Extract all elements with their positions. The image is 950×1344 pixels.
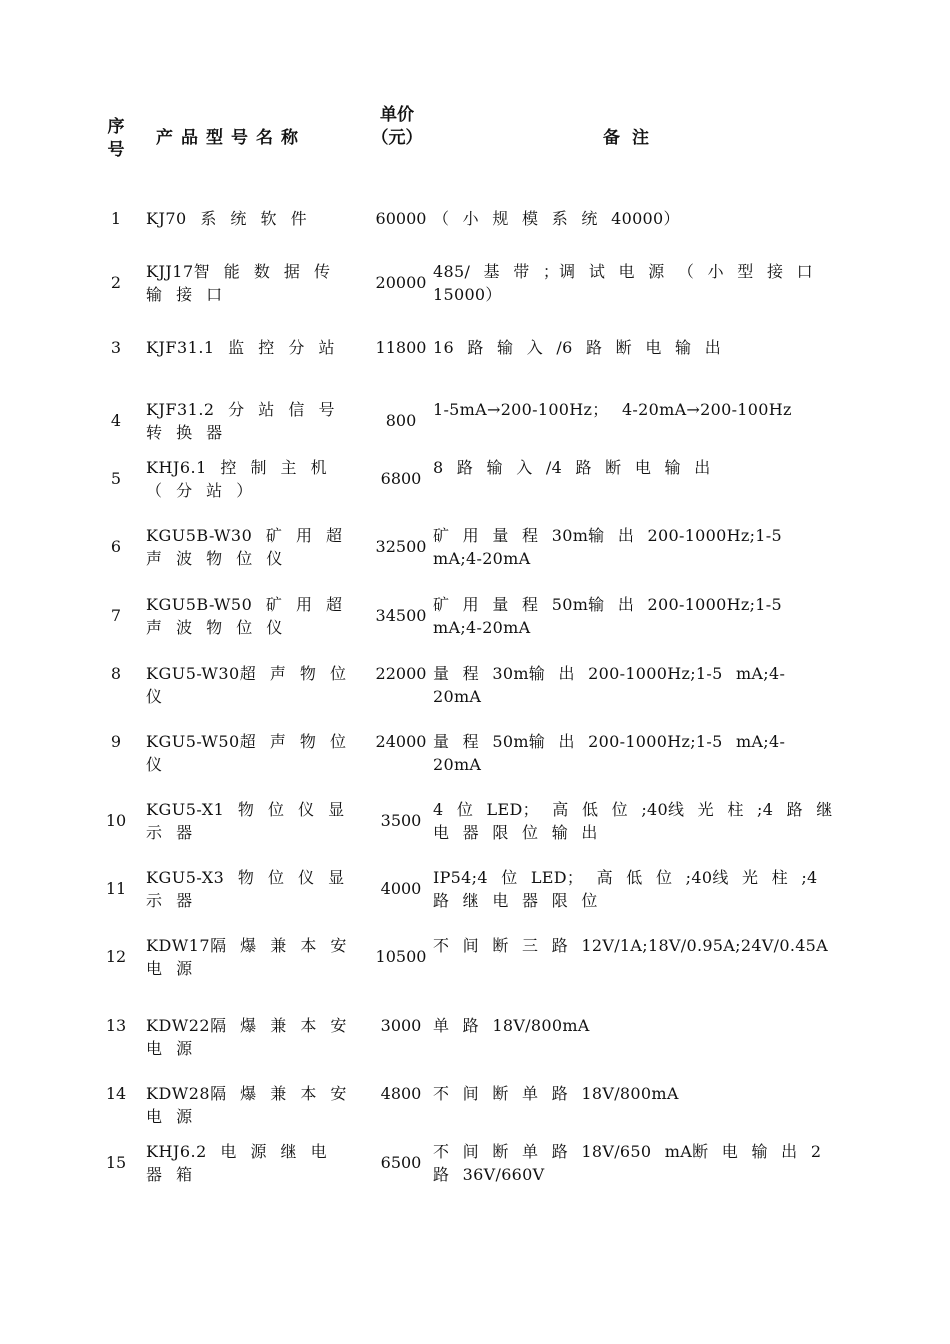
row-note: 485/ 基 带 ；调 试 电 源 （ 小 型 接 口 15000） [433,262,813,304]
row-seq: 6 [110,537,122,556]
row-seq: 2 [110,273,122,292]
row-seq: 7 [110,606,122,625]
row-name: KHJ6.1 控 制 主 机 （ 分 站 ） [146,458,328,500]
row-note: 量 程 50m输 出 200-1000Hz;1-5 mA;4-20mA [433,732,786,774]
row-name: KJF31.2 分 站 信 号 转 换 器 [146,400,335,442]
row-name: KGU5-X1 物 位 仪 显 示 器 [146,800,345,842]
row-note: IP54;4 位 LED； 高 低 位 ;40线 光 柱 ;4 路 继 电 器 限 位 [433,868,818,910]
row-name: KGU5-W30超 声 物 位 仪 [146,664,347,706]
row-name: KDW28隔 爆 兼 本 安 电 源 [146,1084,347,1126]
row-price: 24000 [375,732,427,751]
row-price: 800 [385,411,417,430]
row-name: KJ70 系 统 软 件 [146,209,308,228]
row-seq: 10 [105,811,127,830]
row-price: 3000 [380,1016,422,1035]
header-price-text: 单价（元） [371,105,423,148]
row-price: 60000 [375,209,427,228]
row-price: 4800 [380,1084,422,1103]
row-note: 1-5mA→200-100Hz； 4-20mA→200-100Hz [433,400,792,419]
row-note: 不 间 断 三 路 12V/1A;18V/0.95A;24V/0.45A [433,936,829,955]
row-seq: 1 [110,209,122,228]
row-name: KDW17隔 爆 兼 本 安 电 源 [146,936,347,978]
row-note: 矿 用 量 程 30m输 出 200-1000Hz;1-5 mA;4-20mA [433,526,782,568]
row-price: 22000 [375,664,427,683]
row-seq: 14 [105,1084,127,1103]
row-seq: 5 [110,469,122,488]
row-name: KJJ17智 能 数 据 传 输 接 口 [146,262,331,304]
header-seq-text: 序号 [107,117,125,160]
row-seq: 3 [110,338,122,357]
row-name: KHJ6.2 电 源 继 电 器 箱 [146,1142,328,1184]
row-name: KDW22隔 爆 兼 本 安 电 源 [146,1016,347,1058]
row-price: 11800 [375,338,427,357]
header-price [364,104,430,150]
header-name: 产品型号名称 [156,128,306,148]
row-note: 量 程 30m输 出 200-1000Hz;1-5 mA;4-20mA [433,664,786,706]
row-note: 不 间 断 单 路 18V/650 mA断 电 输 出 2 路 36V/660V [433,1142,822,1184]
row-seq: 12 [105,947,127,966]
row-price: 6500 [380,1153,422,1172]
row-note: 16 路 输 入 /6 路 断 电 输 出 [433,338,722,357]
row-price: 4000 [380,879,422,898]
row-note: （ 小 规 模 系 统 40000） [433,209,680,228]
header-seq [100,116,132,162]
row-name: KJF31.1 监 控 分 站 [146,338,335,357]
row-name: KGU5B-W30 矿 用 超 声 波 物 位 仪 [146,526,343,568]
row-name: KGU5B-W50 矿 用 超 声 波 物 位 仪 [146,595,343,637]
row-price: 10500 [375,947,427,966]
row-seq: 15 [105,1153,127,1172]
row-seq: 13 [105,1016,127,1035]
row-seq: 4 [110,411,122,430]
row-price: 20000 [375,273,427,292]
row-note: 8 路 输 入 /4 路 断 电 输 出 [433,458,711,477]
row-seq: 8 [110,664,122,683]
row-seq: 9 [110,732,122,751]
header-note: 备注 [603,128,661,148]
row-name: KGU5-X3 物 位 仪 显 示 器 [146,868,345,910]
row-price: 6800 [380,469,422,488]
row-price: 32500 [375,537,427,556]
row-note: 单 路 18V/800mA [433,1016,590,1035]
row-price: 34500 [375,606,427,625]
row-note: 不 间 断 单 路 18V/800mA [433,1084,679,1103]
row-seq: 11 [105,879,127,898]
row-note: 4 位 LED； 高 低 位 ;40线 光 柱 ;4 路 继 电 器 限 位 输 出 [433,800,833,842]
row-name: KGU5-W50超 声 物 位 仪 [146,732,347,774]
row-price: 3500 [380,811,422,830]
row-note: 矿 用 量 程 50m输 出 200-1000Hz;1-5 mA;4-20mA [433,595,782,637]
